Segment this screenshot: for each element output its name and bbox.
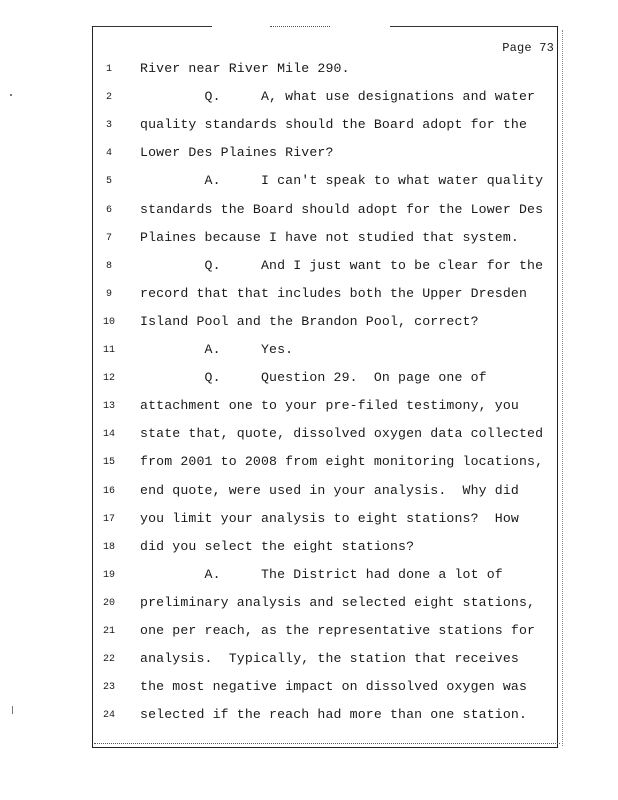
- line-text: preliminary analysis and selected eight stations,: [140, 594, 536, 610]
- line-number: 17: [102, 513, 115, 525]
- transcript-line: [0, 480, 618, 508]
- line-number: 19: [102, 569, 115, 581]
- line-number: 14: [102, 429, 115, 441]
- page-footer-rule: [94, 743, 560, 750]
- transcript-line: [0, 648, 618, 676]
- line-text: did you select the eight stations?: [140, 538, 415, 554]
- line-number: 11: [102, 345, 115, 356]
- line-text: Q. A, what use designations and water: [140, 89, 536, 105]
- transcript-line: [0, 170, 618, 198]
- scan-speck: [12, 706, 13, 714]
- line-number: 13: [102, 401, 115, 413]
- line-text: A. Yes.: [140, 342, 294, 357]
- line-text: you limit your analysis to eight stations? How: [140, 510, 519, 526]
- page-number: Page 73: [502, 41, 554, 55]
- transcript-line: [0, 311, 618, 339]
- line-text: analysis. Typically, the station that receives: [140, 651, 519, 667]
- line-number: 15: [102, 457, 115, 469]
- line-text: record that that includes both the Upper Dresden: [140, 285, 528, 301]
- line-text: attachment one to your pre-filed testimony, you: [140, 398, 519, 414]
- transcript-line: [0, 564, 618, 592]
- line-text: A. The District had done a lot of: [140, 566, 503, 582]
- scan-speck: [10, 94, 12, 96]
- transcript-line: [0, 423, 618, 451]
- transcript-line: [0, 114, 618, 142]
- line-text: state that, quote, dissolved oxygen data collected: [140, 426, 544, 442]
- line-number: 20: [102, 597, 115, 609]
- line-number: 18: [102, 541, 115, 553]
- line-number: 4: [105, 148, 112, 160]
- transcript-line: [0, 339, 618, 367]
- line-number: 9: [105, 288, 112, 300]
- transcript-line: [0, 536, 618, 564]
- line-text: standards the Board should adopt for the Lower Des: [140, 201, 544, 217]
- transcript-line: [0, 86, 618, 114]
- transcript-line: [0, 451, 618, 479]
- line-text: one per reach, as the representative stations for: [140, 623, 536, 638]
- transcript-line: [0, 227, 618, 255]
- transcript-line: [0, 592, 618, 620]
- line-number: 7: [105, 232, 112, 244]
- transcript-line: [0, 620, 618, 648]
- line-number: 12: [102, 373, 115, 385]
- line-number: 3: [105, 120, 112, 132]
- line-text: quality standards should the Board adopt for the: [140, 117, 528, 133]
- line-number: 8: [105, 260, 112, 272]
- transcript-line: [0, 395, 618, 423]
- transcript-line: [0, 58, 618, 86]
- transcript-line: [0, 255, 618, 283]
- line-number: 21: [102, 626, 115, 637]
- line-text: Island Pool and the Brandon Pool, correct?: [140, 313, 479, 329]
- transcript-line: [0, 676, 618, 704]
- transcript-line: [0, 283, 618, 311]
- line-text: Lower Des Plaines River?: [140, 145, 334, 161]
- line-number: 23: [102, 682, 115, 694]
- transcript-line: [0, 367, 618, 395]
- line-text: selected if the reach had more than one station.: [140, 707, 528, 723]
- line-text: Q. Question 29. On page one of: [140, 370, 487, 386]
- line-number: 5: [105, 176, 112, 188]
- transcript-line: [0, 142, 618, 170]
- line-text: end quote, were used in your analysis. Why did: [140, 482, 519, 498]
- transcript-line: [0, 508, 618, 536]
- line-number: 22: [102, 654, 115, 666]
- line-number: 24: [102, 710, 115, 722]
- line-number: 16: [102, 485, 115, 497]
- line-text: River near River Mile 290.: [140, 61, 350, 76]
- line-text: Q. And I just want to be clear for the: [140, 257, 544, 273]
- line-number: 6: [105, 204, 112, 216]
- line-number: 10: [102, 316, 115, 328]
- transcript-line: [0, 704, 618, 732]
- transcript-line: [0, 199, 618, 227]
- line-text: from 2001 to 2008 from eight monitoring locations,: [140, 454, 544, 470]
- line-text: Plaines because I have not studied that system.: [140, 229, 519, 245]
- line-text: the most negative impact on dissolved oxygen was: [140, 679, 528, 695]
- line-text: A. I can't speak to what water quality: [140, 173, 544, 189]
- line-number: 1: [105, 64, 112, 75]
- line-number: 2: [105, 92, 112, 104]
